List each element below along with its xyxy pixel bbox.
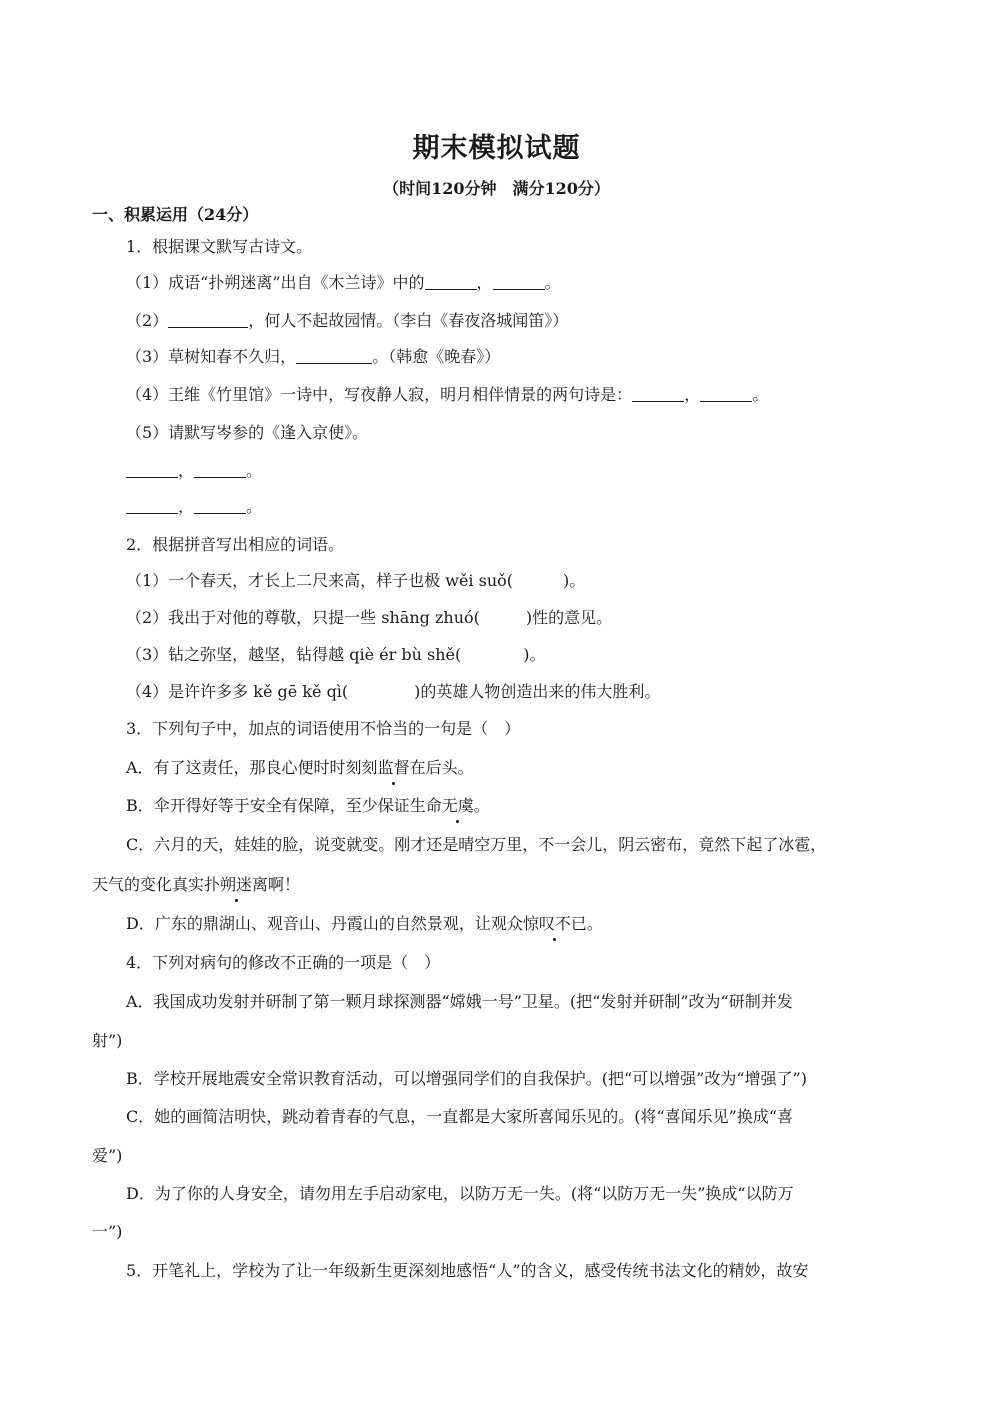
q2-part-4: （4）是许许多多 kě gē kě qì( )的英雄人物创造出来的伟大胜利。 [126, 682, 661, 701]
answer-blank[interactable] [126, 461, 178, 478]
q4-option-d-cont: 一”) [92, 1222, 123, 1241]
dotted-word: 扑朔迷离 [204, 875, 269, 894]
q1-part-3: （3）草树知春不久归， 。（韩愈《晚春》） [126, 347, 501, 366]
dotted-word: 监督 [377, 758, 410, 777]
answer-blank[interactable] [700, 385, 752, 402]
q1-part-1: （1）成语“扑朔迷离”出自《木兰诗》中的 ， 。 [126, 273, 561, 292]
dotted-word: 无虞 [441, 796, 474, 815]
question-4-stem: 4．下列对病句的修改不正确的一项是（ ） [126, 953, 441, 972]
q3-option-a[interactable]: A．有了这责任，那良心便时时刻刻监督在后头。 [126, 758, 474, 777]
question-3-stem: 3．下列句子中，加点的词语使用不恰当的一句是（ ） [126, 719, 521, 738]
q2-part-2: （2）我出于对他的尊敬，只提一些 shāng zhuó( )性的意见。 [126, 608, 613, 627]
q4-option-c[interactable]: C．她的画简洁明快，跳动着青春的气息，一直都是大家所喜闻乐见的。(将“喜闻乐见”换成“喜 [126, 1107, 794, 1126]
question-5-stem: 5．开笔礼上，学校为了让一年级新生更深刻地感悟“人”的含义，感受传统书法文化的精妙，故安 [126, 1261, 809, 1280]
q2-part-3: （3）钻之弥坚，越坚，钻得越 qiè ér bù shě( )。 [126, 645, 546, 664]
q1-part-5-line-2: ， 。 [126, 496, 262, 518]
q1-part-4: （4）王维《竹里馆》一诗中，写夜静人寂，明月相伴情景的两句诗是： ， 。 [126, 385, 769, 404]
q3-option-d[interactable]: D．广东的鼎湖山、观音山、丹霞山的自然景观，让观众惊叹不已。 [126, 914, 603, 933]
q4-option-c-cont: 爱”) [92, 1146, 123, 1165]
q3-option-c[interactable]: C．六月的天，娃娃的脸，说变就变。刚才还是晴空万里，不一会儿，阴云密布，竟然下起了冰雹， [126, 835, 827, 854]
question-2-stem: 2．根据拼音写出相应的词语。 [126, 535, 345, 554]
q4-option-d[interactable]: D．为了你的人身安全，请勿用左手启动家电，以防万无一失。(将“以防万无一失”换成“以防万 [126, 1184, 794, 1203]
question-1-stem: 1．根据课文默写古诗文。 [126, 237, 313, 256]
answer-blank[interactable] [632, 385, 684, 402]
q2-part-1: （1）一个春天，才长上二尺来高，样子也极 wěi suǒ( )。 [126, 571, 586, 590]
dotted-word: 惊叹不已 [522, 914, 587, 933]
page-title: 期末模拟试题 [412, 133, 581, 164]
section-heading: 一、积累运用（24分） [92, 205, 259, 224]
answer-blank[interactable] [425, 273, 477, 290]
q4-option-b[interactable]: B．学校开展地震安全常识教育活动，可以增强同学们的自我保护。(把“可以增强”改为“增强了”) [126, 1069, 807, 1088]
q1-part-5: （5）请默写岑参的《逢入京使》。 [126, 423, 369, 442]
q1-part-2: （2） ，何人不起故园情。（李白《春夜洛城闻笛》） [126, 311, 569, 330]
q4-option-a-cont: 射”) [92, 1031, 123, 1050]
answer-blank[interactable] [168, 311, 248, 328]
answer-blank[interactable] [194, 461, 246, 478]
answer-blank[interactable] [493, 273, 545, 290]
q3-option-b[interactable]: B．伞开得好等于安全有保障，至少保证生命无虞。 [126, 796, 490, 815]
exam-info: （时间120分钟 满分120分） [383, 179, 610, 198]
answer-blank[interactable] [194, 497, 246, 514]
answer-blank[interactable] [126, 497, 178, 514]
q1-part-5-line-1: ， 。 [126, 460, 262, 482]
q3-option-c-cont: 天气的变化真实扑朔迷离啊！ [92, 875, 301, 894]
answer-blank[interactable] [296, 347, 372, 364]
q4-option-a[interactable]: A．我国成功发射并研制了第一颗月球探测器“嫦娥一号”卫星。(把“发射并研制”改为“研制并发 [126, 992, 793, 1011]
